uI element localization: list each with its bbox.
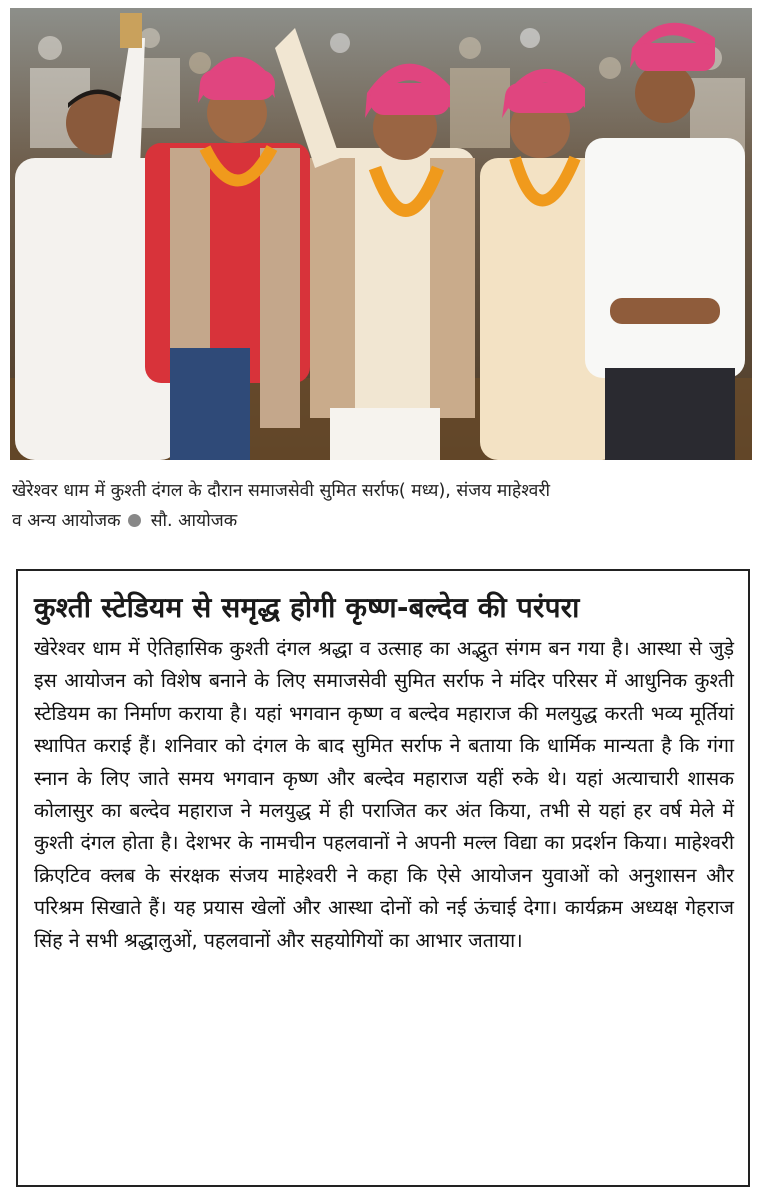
article-headline: कुश्ती स्टेडियम से समृद्ध होगी कृष्ण-बल्देव की परंपरा bbox=[34, 591, 580, 624]
caption-line-1: खेरेश्वर धाम में कुश्ती दंगल के दौरान समाजसेवी सुमित सर्राफ( मध्य), संजय माहेश्वरी bbox=[12, 481, 551, 501]
caption-line-2 bbox=[12, 506, 752, 536]
photo-caption bbox=[12, 476, 752, 536]
caption-line-2-text: व अन्य आयोजक bbox=[12, 511, 121, 531]
article-body: खेरेश्वर धाम में ऐतिहासिक कुश्ती दंगल श्रद्धा व उत्साह का अद्भुत संगम बन गया है। आस्था से जुड़े इस आयोजन को विशेष बनाने के लिए समाजसेवी सुमित सर्राफ ने मंदिर परिसर में आधुनिक कुश्ती स्टेडियम का निर्माण कराया है। यहां भगवान कृष्ण व बल्देव महाराज की मलयुद्ध करती भव्य मूर्तियां स्थापित कराई हैं। शनिवार को दंगल के बाद सुमित सर्राफ ने बताया कि धार्मिक मान्यता है कि गंगा स्नान के लिए जाते समय भगवान कृष्ण और बल्देव महाराज यहीं रुके थे। यहां अत्याचारी शासक कोलासुर का बल्देव महाराज ने मलयुद्ध में ही पराजित कर अंत किया, तभी से यहां हर वर्ष मेले में कुश्ती दंगल होता है। देशभर के नामचीन पहलवानों ने अपनी मल्ल विद्या का प्रदर्शन किया। माहेश्वरी क्रिएटिव क्लब के संरक्षक संजय माहेश्वरी ने कहा कि ऐसे आयोजन युवाओं को अनुशासन और परिश्रम सिखाते हैं। यह प्रयास खेलों और आस्था दोनों को नई ऊंचाई देगा। कार्यक्रम अध्यक्ष गेहराज सिंह ने सभी श्रद्धालुओं, पहलवानों और सहयोगियों का आभार जताया। bbox=[34, 637, 734, 952]
news-photo bbox=[10, 8, 752, 460]
photo-icon bbox=[10, 8, 752, 460]
photo-credit: सौ. आयोजक bbox=[150, 511, 238, 531]
camera-bullet-icon bbox=[128, 514, 141, 527]
news-article bbox=[16, 569, 750, 1187]
